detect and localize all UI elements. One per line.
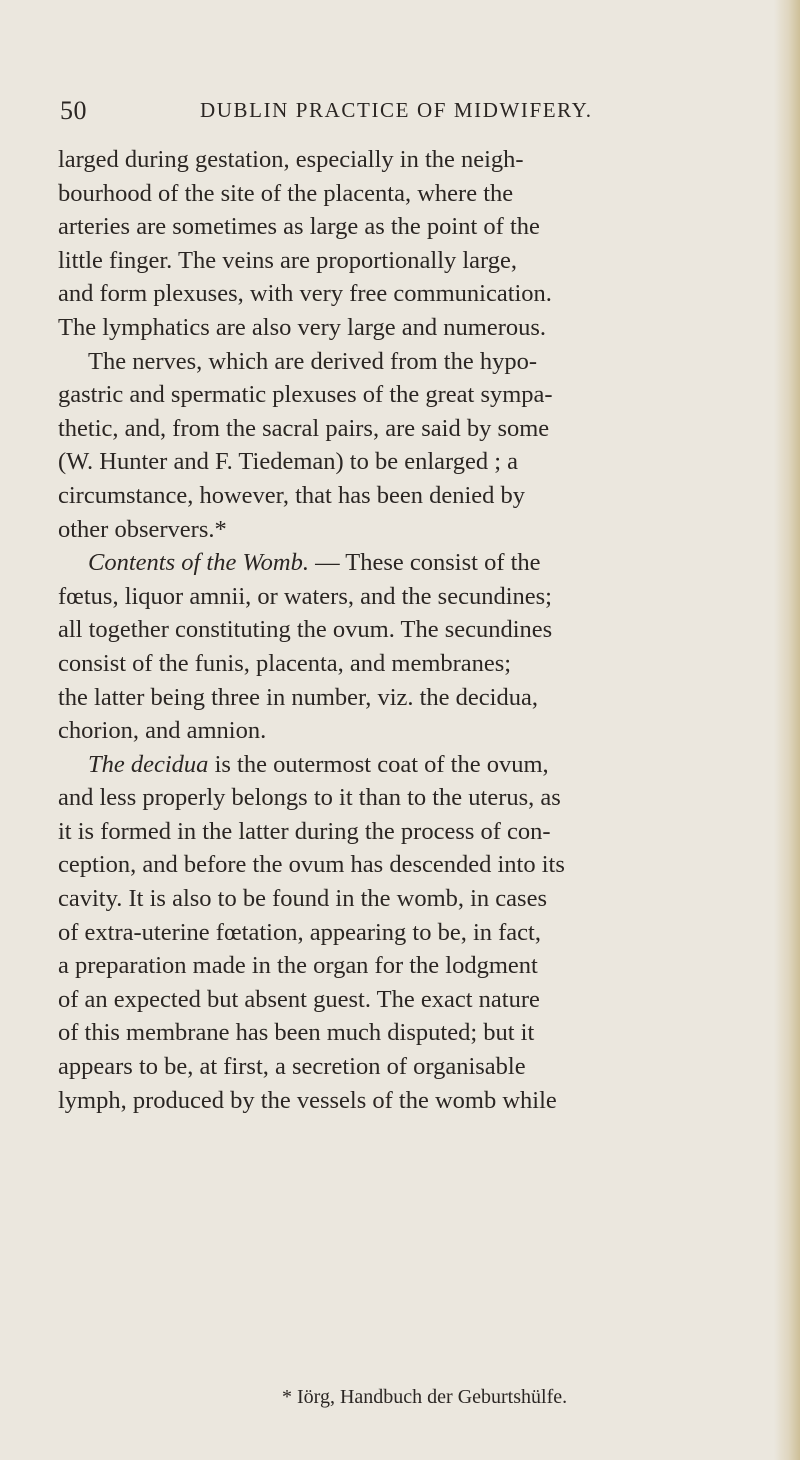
text-line: little finger. The veins are proportionally large, (58, 246, 518, 274)
text-run: is the outermost coat of the ovum, (208, 750, 549, 778)
text-line: lymph, produced by the vessels of the womb while (58, 1086, 557, 1114)
section-heading-line (58, 748, 768, 782)
running-head: DUBLIN PRACTICE OF MIDWIFERY. (200, 98, 593, 122)
text-line: it is formed in the latter during the process of con- (58, 817, 551, 845)
body-text (58, 143, 768, 1117)
text-line: bourhood of the site of the placenta, where the (58, 179, 514, 207)
text-line: all together constituting the ovum. The secundines (58, 616, 553, 644)
footnote: * Iörg, Handbuch der Geburtshülfe. (282, 1386, 568, 1408)
page-header (60, 96, 750, 136)
text-line: appears to be, at first, a secretion of organisable (58, 1053, 526, 1081)
text-line: thetic, and, from the sacral pairs, are said by some (58, 414, 550, 442)
text-line: other observers.* (58, 515, 227, 543)
text-line: larged during gestation, especially in the neigh- (58, 146, 524, 173)
page-number: 50 (60, 96, 87, 125)
text-line: The nerves, which are derived from the hypo- (88, 347, 537, 375)
text-line: circumstance, however, that has been denied by (58, 481, 526, 509)
text-line: (W. Hunter and F. Tiedeman) to be enlarged ; a (58, 448, 519, 476)
text-run: — These consist of the (308, 549, 541, 577)
section-heading-line (58, 546, 768, 580)
text-line: cavity. It is also to be found in the womb, in cases (58, 885, 547, 913)
section-heading: The decidua (88, 750, 209, 778)
text-line: consist of the funis, placenta, and membranes; (58, 649, 512, 677)
text-line: of an expected but absent guest. The exact nature (58, 985, 540, 1013)
text-line: of extra-uterine fœtation, appearing to be, in fact, (58, 918, 541, 946)
text-line: and form plexuses, with very free communication. (58, 280, 552, 308)
text-line: The lymphatics are also very large and numerous. (58, 313, 547, 341)
page-edge-shading (774, 0, 800, 1460)
text-line: ception, and before the ovum has descended into its (58, 851, 565, 879)
section-heading: Contents of the Womb. (88, 549, 309, 577)
text-line: the latter being three in number, viz. the decidua, (58, 683, 538, 711)
text-line: chorion, and amnion. (58, 717, 267, 745)
text-line: of this membrane has been much disputed; but it (58, 1019, 535, 1047)
text-line: a preparation made in the organ for the lodgment (58, 952, 538, 980)
text-line: arteries are sometimes as large as the point of the (58, 213, 540, 241)
text-line: gastric and spermatic plexuses of the great sympa- (58, 381, 553, 409)
text-line: fœtus, liquor amnii, or waters, and the secundines; (58, 582, 552, 610)
text-line: and less properly belongs to it than to the uterus, as (58, 784, 561, 812)
